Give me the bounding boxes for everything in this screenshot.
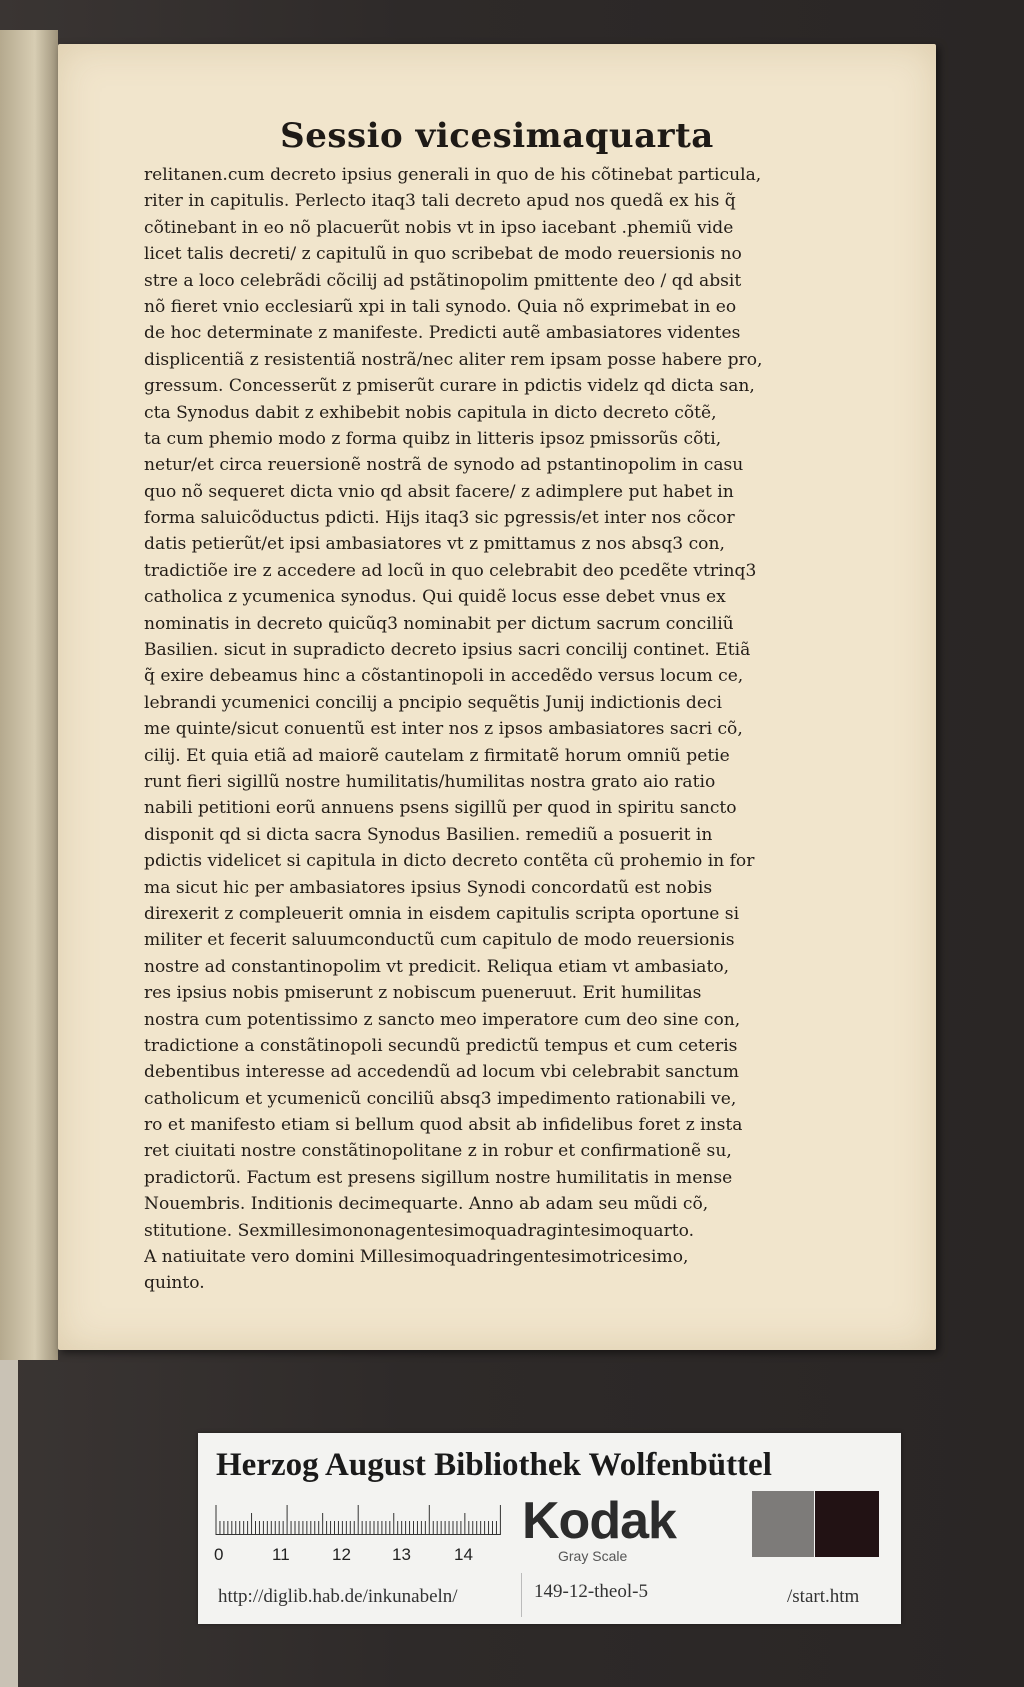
text-line: de hoc determinate z manifeste. Predicti autẽ ambasiatores videntes	[144, 323, 741, 344]
ruler-label: 0	[214, 1545, 224, 1564]
text-line: nostre ad constantinopolim vt predicit. Reliqua etiam vt ambasiato,	[144, 956, 730, 977]
document-page	[58, 44, 936, 1350]
target-card	[198, 1433, 901, 1624]
text-line: A natiuitate vero domini Millesimoquadringentesimotricesimo,	[144, 1247, 689, 1268]
text-line: lebrandi ycumenici concilij a pncipio sequẽtis Junij indictionis deci	[144, 692, 723, 713]
ruler-label: 11	[272, 1545, 290, 1564]
library-title: Herzog August Bibliothek Wolfenbüttel	[216, 1447, 772, 1483]
text-line: ma sicut hic per ambasiatores ipsius Synodi concordatũ est nobis	[144, 877, 713, 898]
text-line: nabili petitioni eorũ annuens psens sigillũ per quod in spiritu sancto	[144, 798, 737, 819]
text-line: licet talis decreti/ z capitulũ in quo scribebat de modo reuersionis no	[144, 244, 742, 265]
text-line: cõtinebant in eo nõ placuerũt nobis vt in ipso iacebant .phemiũ vide	[144, 217, 734, 238]
text-line: pdictis videlicet si capitula in dicto decreto contẽta cũ prohemio in for	[144, 851, 755, 872]
text-line: tradictione a constãtinopoli secundũ predictũ tempus et cum ceteris	[144, 1035, 738, 1056]
body-text	[144, 162, 789, 1297]
text-line: quinto.	[144, 1273, 205, 1294]
kodak-logo: Kodak	[522, 1492, 676, 1550]
text-line: stre a loco celebrãdi cõcilij ad pstãtinopolim pmittente deo / qd absit	[144, 270, 742, 291]
text-line: pradictorũ. Factum est presens sigillum nostre humilitatis in mense	[144, 1167, 733, 1188]
gray-patch-dark	[815, 1491, 879, 1557]
text-line: relitanen.cum decreto ipsius generali in quo de his cõtinebat particula,	[144, 165, 762, 185]
text-line: disponit qd si dicta sacra Synodus Basilien. remediũ a posuerit in	[144, 824, 713, 845]
text-line: catholica z ycumenica synodus. Qui quidẽ locus esse debet vnus ex	[144, 587, 726, 608]
text-line: nõ fieret vnio ecclesiarũ xpi in tali synodo. Quia nõ exprimebat in eo	[144, 296, 737, 317]
text-line: nominatis in decreto quicũq3 nominabit per dictum sacrum conciliũ	[144, 613, 734, 634]
page-heading: Sessio vicesimaquarta	[280, 116, 714, 156]
text-line: ro et manifesto etiam si bellum quod absit ab infidelibus foret z insta	[144, 1115, 743, 1136]
text-line: displicentiã z resistentiã nostrã/nec aliter rem ipsam posse habere pro,	[144, 349, 763, 370]
ruler-icon	[214, 1505, 502, 1535]
text-line: q̃ exire debeamus hinc a cõstantinopoli in accedẽdo versus locum ce,	[144, 666, 744, 687]
gray-scale-label: Gray Scale	[558, 1548, 628, 1564]
gray-patch-mid	[752, 1491, 814, 1557]
text-line: res ipsius nobis pmiserunt z nobiscum pueneruut. Erit humilitas	[144, 983, 702, 1004]
ruler-label: 12	[332, 1545, 351, 1564]
text-line: nostra cum potentissimo z sancto meo imperatore cum deo sine con,	[144, 1009, 741, 1030]
text-line: ta cum phemio modo z forma quibz in litteris ipsoz pmissorũs cõti,	[144, 428, 722, 449]
facing-page-edge	[0, 30, 58, 1360]
text-line: Basilien. sicut in supradicto decreto ipsius sacri concilij continet. Etiã	[144, 640, 751, 661]
text-line: riter in capitulis. Perlecto itaq3 tali decreto apud nos quedã ex his q̃	[144, 191, 736, 212]
text-line: datis petierũt/et ipsi ambasiatores vt z pmittamus z nos absq3 con,	[144, 534, 725, 555]
text-line: quo nõ sequeret dicta vnio qd absit facere/ z adimplere put habet in	[144, 481, 734, 502]
library-url: http://diglib.hab.de/inkunabeln/	[218, 1586, 458, 1607]
text-line: Nouembris. Inditionis decimequarte. Anno ab adam seu mũdi cõ,	[144, 1194, 709, 1215]
text-line: netur/et circa reuersionẽ nostrã de synodo ad pstantinopolim in casu	[144, 455, 744, 476]
ruler-label: 14	[454, 1545, 473, 1564]
text-line: runt fieri sigillũ nostre humilitatis/humilitas nostra grato aio ratio	[144, 771, 716, 792]
text-line: debentibus interesse ad accedendũ ad locum vbi celebrabit sanctum	[144, 1062, 739, 1083]
left-edge-strip	[0, 1360, 18, 1687]
text-line: cilij. Et quia etiã ad maiorẽ cautelam z firmitatẽ horum omniũ petie	[144, 745, 730, 766]
text-line: direxerit z compleuerit omnia in eisdem capitulis scripta oportune si	[144, 903, 740, 924]
text-line: militer et fecerit saluumconductũ cum capitulo de modo reuersionis	[144, 930, 735, 951]
shelfmark: 149-12-theol-5	[534, 1581, 648, 1602]
text-line: stitutione. Sexmillesimononagentesimoquadragintesimoquarto.	[144, 1220, 695, 1241]
text-line: catholicum et ycumenicũ conciliũ absq3 impedimento rationabili ve,	[144, 1088, 737, 1109]
card-divider	[521, 1573, 522, 1617]
ruler-label: 13	[392, 1545, 411, 1564]
text-line: cta Synodus dabit z exhibebit nobis capitula in dicto decreto cõtẽ,	[144, 402, 717, 423]
ruler-labels	[214, 1545, 504, 1567]
start-link-text: /start.htm	[787, 1586, 860, 1607]
text-line: tradictiõe ire z accedere ad locũ in quo celebrabit deo pcedẽte vtrinq3	[144, 560, 757, 581]
text-line: me quinte/sicut conuentũ est inter nos z ipsos ambasiatores sacri cõ,	[144, 719, 743, 740]
text-line: ret ciuitati nostre constãtinopolitane z in robur et confirmationẽ su,	[144, 1141, 732, 1162]
text-line: forma saluicõductus pdicti. Hijs itaq3 sic pgressis/et inter nos cõcor	[144, 508, 735, 529]
text-line: gressum. Concesserũt z pmiserũt curare in pdictis videlz qd dicta san,	[144, 376, 755, 397]
